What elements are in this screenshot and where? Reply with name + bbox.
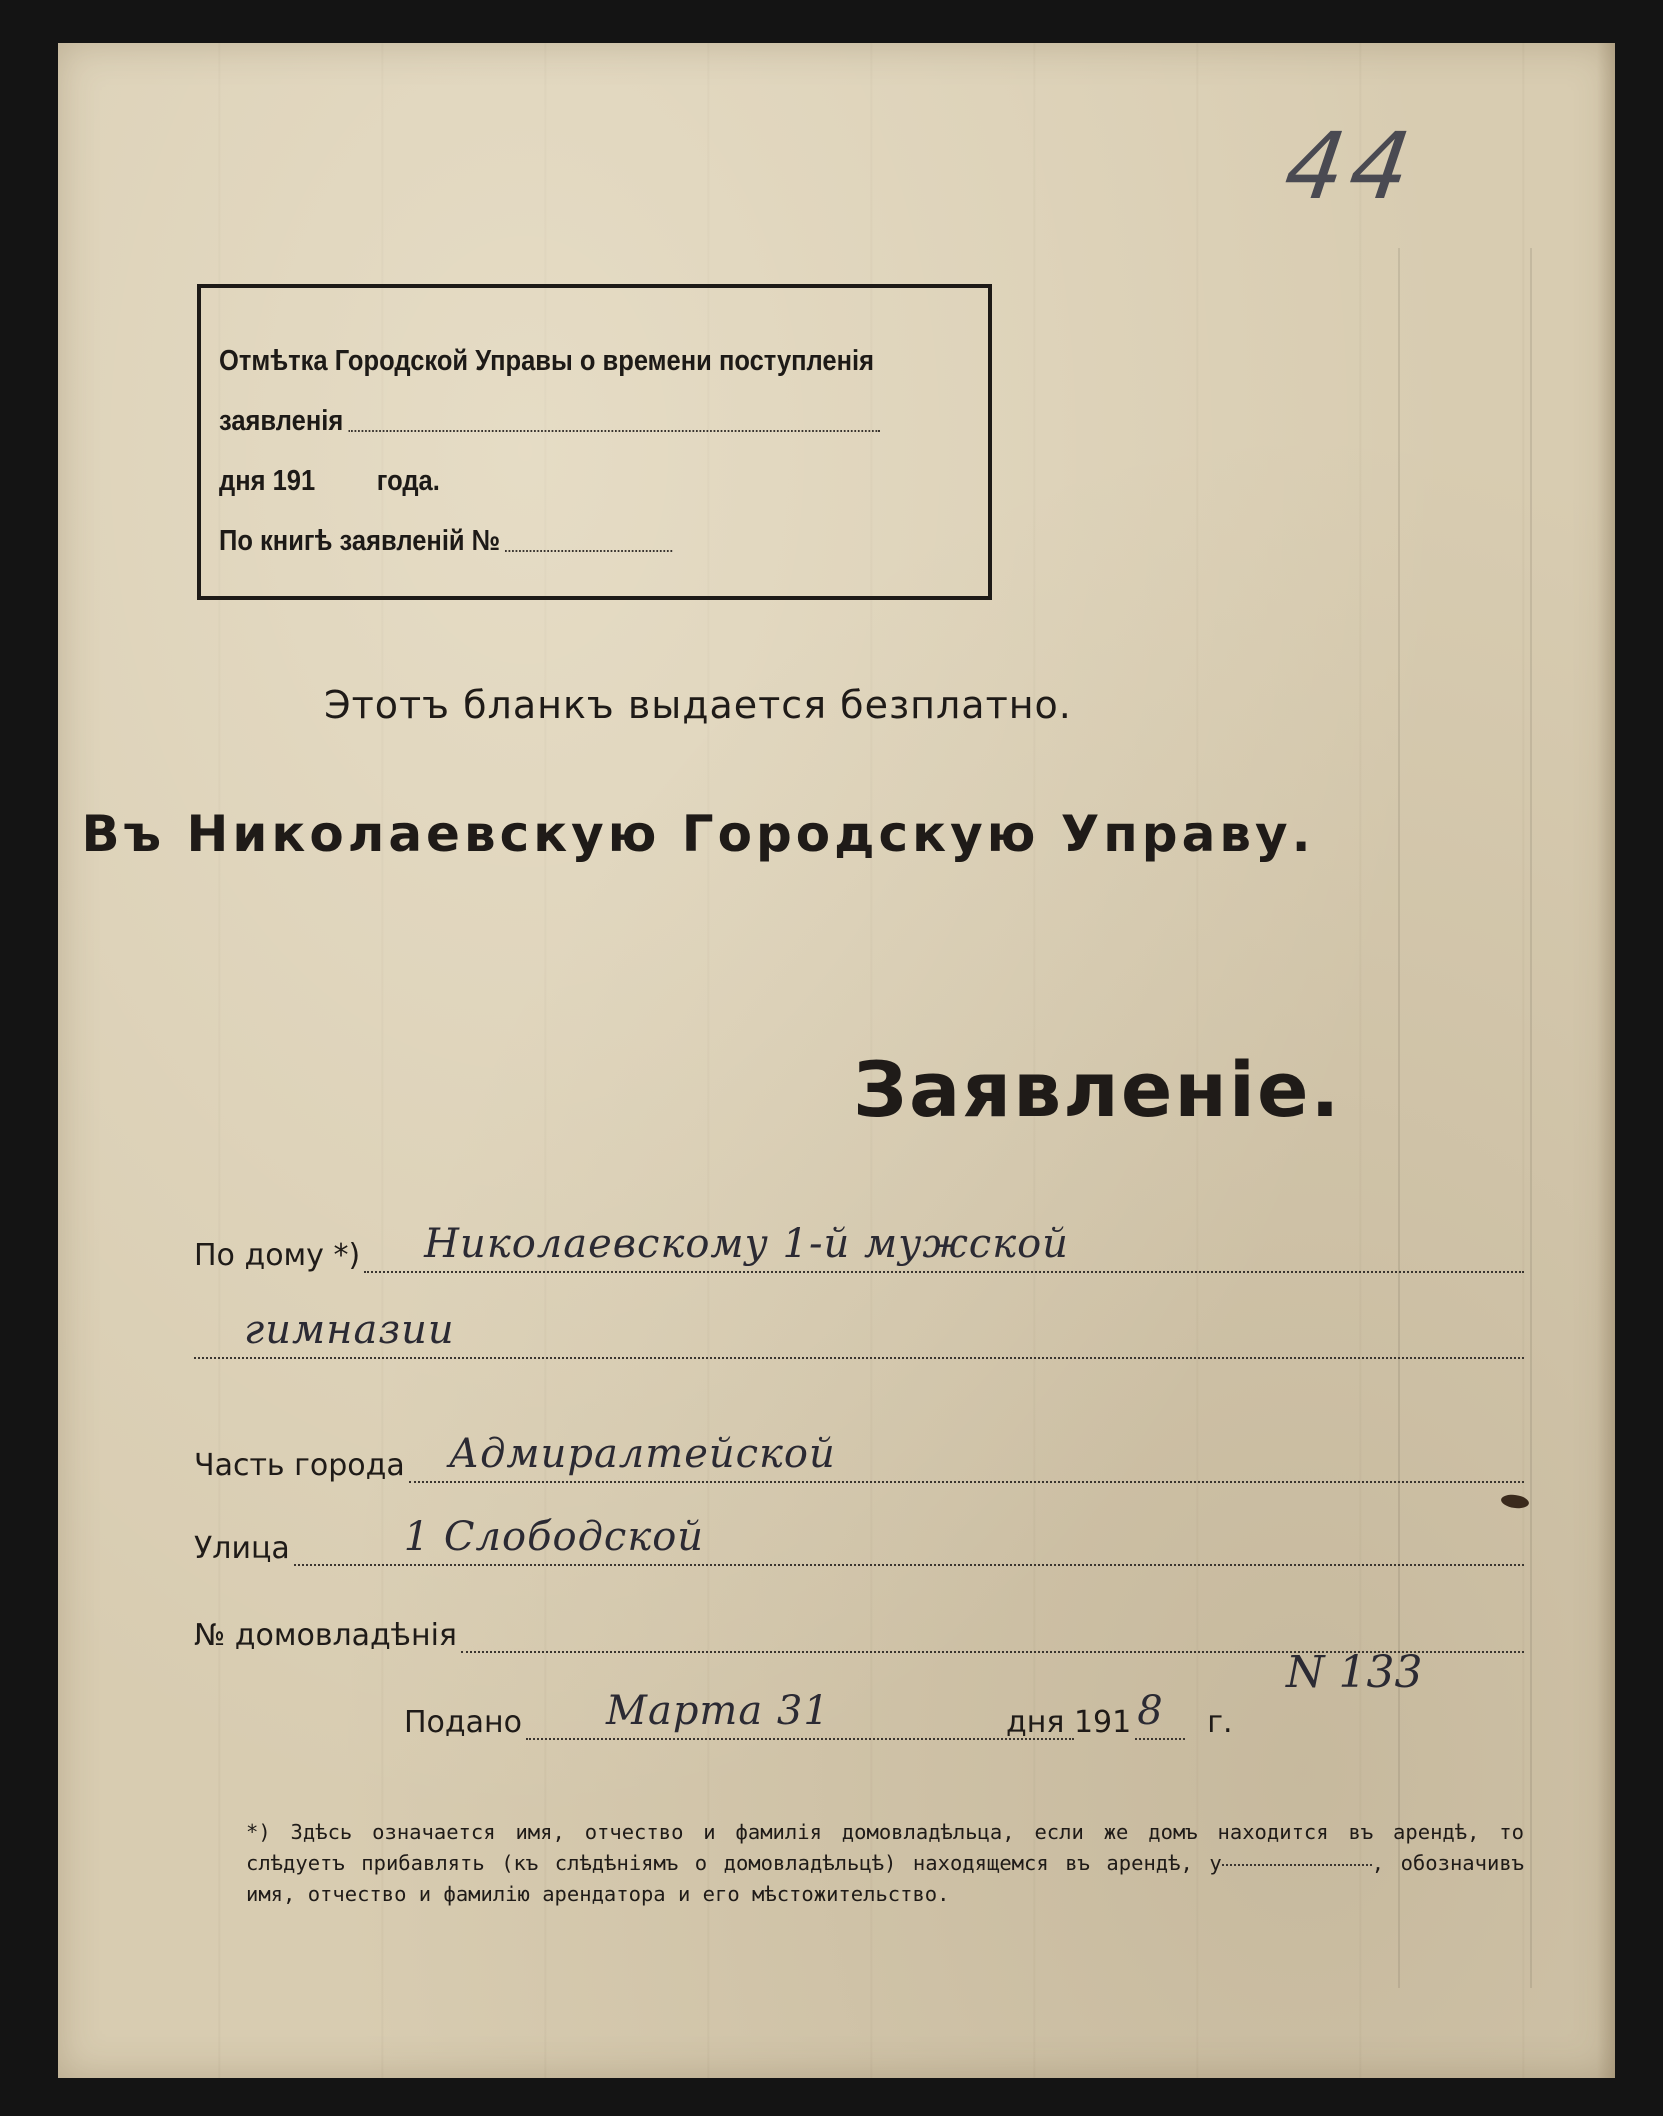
street-label: Улица	[194, 1531, 290, 1566]
submitted-year-field	[1006, 1688, 1276, 1740]
house-handwritten-1: Николаевскому 1-й мужской	[424, 1221, 1069, 1267]
year-line	[1135, 1688, 1185, 1740]
document-title: Заявленіе.	[853, 1045, 1342, 1134]
street-field	[194, 1514, 1524, 1566]
house-handwritten-2: гимназии	[244, 1307, 455, 1353]
document-page	[58, 43, 1615, 2078]
submitted-handwritten: Марта 31	[606, 1688, 830, 1734]
stamp-line-2	[219, 378, 880, 438]
district-field	[194, 1431, 1524, 1483]
house-line-1	[364, 1221, 1524, 1273]
street-line	[294, 1514, 1524, 1566]
footnote	[246, 1817, 1524, 1910]
house-line-2	[194, 1307, 1524, 1359]
house-field-cont	[194, 1307, 1524, 1359]
stamp-line-1	[219, 318, 880, 378]
district-label: Часть города	[194, 1448, 405, 1483]
ownership-label: № домовладѣнія	[194, 1618, 457, 1653]
footnote-text-1: *) Здѣсь означается имя, отчество и фамилія домовладѣльца, если же домъ находится въ арендѣ, то слѣдуетъ прибавлять (къ слѣдѣніямъ о домовладѣльцѣ) находящемся въ арендѣ, у	[246, 1820, 1524, 1875]
street-handwritten: 1 Слободской	[403, 1514, 705, 1560]
district-handwritten: Адмиралтейской	[448, 1431, 836, 1477]
submitted-line	[526, 1688, 1074, 1740]
stamp-year-label: года.	[376, 465, 440, 497]
house-label: По дому *)	[194, 1238, 361, 1273]
stamp-book-dotted-line	[505, 549, 672, 552]
page-edge-shadow	[1597, 43, 1615, 2078]
stamp-line-4	[219, 498, 880, 558]
day-year-label: дня 191	[1006, 1705, 1132, 1740]
bleed-through-column	[1398, 248, 1532, 1988]
submitted-label: Подано	[404, 1705, 523, 1740]
stamp-line-3	[219, 438, 880, 498]
footnote-dotted-blank	[1222, 1863, 1372, 1866]
stamp-heading: Отмѣтка Городской Управы о времени поступленія	[219, 345, 875, 377]
stamp-application-dotted-line	[349, 429, 880, 432]
addressee-line: Въ Николаевскую Городскую Управу.	[81, 805, 1315, 863]
house-field	[194, 1221, 1524, 1273]
footnote-text-2: , обозначивъ имя, отчество и фамилію арендатора и его мѣстожительство.	[246, 1851, 1524, 1906]
year-g-label: г.	[1207, 1705, 1233, 1740]
archive-page-number: 44	[1278, 113, 1423, 220]
submitted-field	[404, 1688, 1074, 1740]
stamp-application-label: заявленія	[219, 405, 344, 437]
year-digit-handwritten: 8	[1137, 1688, 1164, 1734]
registration-number-handwritten: N 133	[1286, 1647, 1423, 1698]
stamp-book-label: По книгѣ заявленій №	[219, 525, 501, 557]
stamp-day-label: дня 191	[219, 465, 316, 497]
district-line	[409, 1431, 1524, 1483]
free-form-notice: Этотъ бланкъ выдается безплатно.	[324, 683, 1072, 727]
registration-stamp-box	[197, 284, 992, 600]
